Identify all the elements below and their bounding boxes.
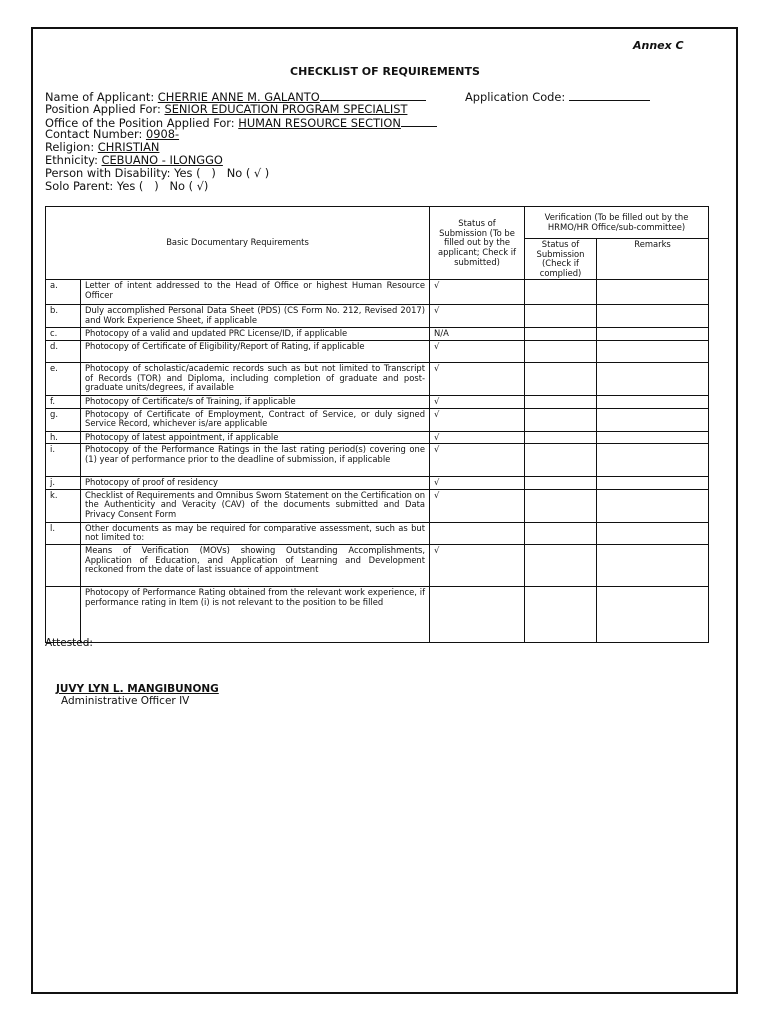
- row-verification-status: [525, 489, 597, 522]
- row-verification-status: [525, 362, 597, 395]
- signer-position: Administrative Officer IV: [61, 695, 190, 707]
- row-remarks: [597, 280, 709, 305]
- row-verification-status: [525, 586, 597, 642]
- row-letter: i.: [46, 444, 81, 477]
- row-requirement: Photocopy of a valid and updated PRC License/ID, if applicable: [81, 328, 430, 341]
- row-status: √: [430, 395, 525, 408]
- row-remarks: [597, 544, 709, 586]
- ethnicity-value: CEBUANO - ILONGGO: [101, 152, 223, 167]
- header-verification-status: Status of Submission (Check if complied): [525, 239, 597, 280]
- row-letter: [46, 544, 81, 586]
- table-row: [46, 489, 709, 522]
- table-row: [46, 328, 709, 341]
- name-underline: [320, 90, 426, 101]
- row-requirement: Photocopy of proof of residency: [81, 477, 430, 490]
- row-letter: d.: [46, 340, 81, 362]
- requirements-table: [45, 206, 709, 643]
- row-status: [430, 586, 525, 642]
- attested-label: Attested:: [45, 637, 93, 649]
- table-row: [46, 362, 709, 395]
- row-status: √: [430, 431, 525, 444]
- row-letter: [46, 586, 81, 642]
- position-label: Position Applied For:: [45, 101, 165, 116]
- table-row: [46, 522, 709, 544]
- row-verification-status: [525, 544, 597, 586]
- annex-label: Annex C: [633, 39, 684, 52]
- ethnicity-row: [45, 154, 437, 167]
- table-row: [46, 340, 709, 362]
- row-verification-status: [525, 408, 597, 431]
- table-row: [46, 586, 709, 642]
- row-requirement: Photocopy of Certificate of Eligibility/Report of Rating, if applicable: [81, 340, 430, 362]
- solo-parent-row: Solo Parent: Yes ( ) No ( √): [45, 178, 209, 193]
- row-status: [430, 522, 525, 544]
- row-status: √: [430, 444, 525, 477]
- row-status: √: [430, 544, 525, 586]
- row-requirement: Photocopy of Certificate of Employment, Contract of Service, or duly signed Service Record, whichever is/are applicable: [81, 408, 430, 431]
- row-remarks: [597, 408, 709, 431]
- row-letter: l.: [46, 522, 81, 544]
- row-remarks: [597, 305, 709, 328]
- row-letter: h.: [46, 431, 81, 444]
- row-status: N/A: [430, 328, 525, 341]
- table-row: [46, 280, 709, 305]
- row-requirement: Photocopy of scholastic/academic records such as but not limited to Transcript of Records (TOR) and Diploma, including completion of graduate and post-graduate units/degrees, if available: [81, 362, 430, 395]
- row-verification-status: [525, 522, 597, 544]
- table-row: [46, 305, 709, 328]
- row-verification-status: [525, 328, 597, 341]
- requirements-body: [46, 280, 709, 643]
- header-remarks: Remarks: [597, 239, 709, 280]
- religion-value: CHRISTIAN: [97, 140, 160, 155]
- page-title: CHECKLIST OF REQUIREMENTS: [290, 65, 480, 78]
- table-row: [46, 544, 709, 586]
- row-letter: c.: [46, 328, 81, 341]
- row-remarks: [597, 522, 709, 544]
- ethnicity-label: Ethnicity:: [45, 152, 102, 167]
- row-remarks: [597, 362, 709, 395]
- row-letter: b.: [46, 305, 81, 328]
- table-row: [46, 477, 709, 490]
- row-status: √: [430, 477, 525, 490]
- row-letter: a.: [46, 280, 81, 305]
- table-row: [46, 444, 709, 477]
- application-code-label: Application Code:: [465, 90, 569, 104]
- row-requirement: Other documents as may be required for comparative assessment, such as but not limited to:: [81, 522, 430, 544]
- application-code-blank: [569, 90, 650, 101]
- row-requirement: Photocopy of latest appointment, if applicable: [81, 431, 430, 444]
- row-remarks: [597, 489, 709, 522]
- row-status: √: [430, 489, 525, 522]
- table-row: [46, 408, 709, 431]
- row-verification-status: [525, 431, 597, 444]
- application-code: [465, 90, 650, 104]
- office-underline: [401, 116, 437, 127]
- row-requirement: Duly accomplished Personal Data Sheet (PDS) (CS Form No. 212, Revised 2017) and Work Experience Sheet, if applicable: [81, 305, 430, 328]
- row-letter: k.: [46, 489, 81, 522]
- applicant-info: [45, 90, 437, 192]
- religion-label: Religion:: [45, 140, 98, 155]
- row-letter: e.: [46, 362, 81, 395]
- row-remarks: [597, 444, 709, 477]
- header-status: Status of Submission (To be filled out by the applicant; Check if submitted): [430, 207, 525, 280]
- contact-value: 0908-: [145, 127, 180, 142]
- row-verification-status: [525, 305, 597, 328]
- row-status: √: [430, 408, 525, 431]
- row-remarks: [597, 586, 709, 642]
- applicant-name-label: Name of Applicant:: [45, 90, 158, 104]
- pwd-row: Person with Disability: Yes ( ) No ( √ ): [45, 165, 270, 180]
- row-requirement: Means of Verification (MOVs) showing Outstanding Accomplishments, Application of Education, and Application of Learning and Development reckoned from the date of last issuance of appointment: [81, 544, 430, 586]
- row-remarks: [597, 477, 709, 490]
- row-verification-status: [525, 444, 597, 477]
- position-value: SENIOR EDUCATION PROGRAM SPECIALIST: [164, 101, 408, 116]
- row-status: √: [430, 305, 525, 328]
- row-requirement: Checklist of Requirements and Omnibus Sworn Statement on the Certification on the Authenticity and Veracity (CAV) of the documents submitted and Data Privacy Consent Form: [81, 489, 430, 522]
- header-requirements: Basic Documentary Requirements: [46, 207, 430, 280]
- office-label: Office of the Position Applied For:: [45, 115, 239, 130]
- office-value: HUMAN RESOURCE SECTION: [238, 115, 401, 130]
- row-requirement: Letter of intent addressed to the Head of Office or highest Human Resource Officer: [81, 280, 430, 305]
- row-requirement: Photocopy of Certificate/s of Training, if applicable: [81, 395, 430, 408]
- signer-name: JUVY LYN L. MANGIBUNONG: [56, 683, 219, 695]
- row-verification-status: [525, 280, 597, 305]
- row-status: √: [430, 280, 525, 305]
- row-remarks: [597, 395, 709, 408]
- table-row: [46, 395, 709, 408]
- row-verification-status: [525, 477, 597, 490]
- row-requirement: Photocopy of the Performance Ratings in the last rating period(s) covering one (1) year of performance prior to the deadline of submission, if applicable: [81, 444, 430, 477]
- row-letter: g.: [46, 408, 81, 431]
- row-requirement: Photocopy of Performance Rating obtained from the relevant work experience, if performance rating in Item (i) is not relevant to the position to be filled: [81, 586, 430, 642]
- row-verification-status: [525, 340, 597, 362]
- row-letter: f.: [46, 395, 81, 408]
- row-verification-status: [525, 395, 597, 408]
- row-remarks: [597, 431, 709, 444]
- row-letter: j.: [46, 477, 81, 490]
- row-status: √: [430, 362, 525, 395]
- row-remarks: [597, 340, 709, 362]
- table-row: [46, 431, 709, 444]
- position-row: [45, 103, 437, 116]
- header-verification: Verification (To be filled out by the HRMO/HR Office/sub-committee): [525, 207, 709, 239]
- row-remarks: [597, 328, 709, 341]
- applicant-name-value: CHERRIE ANNE M. GALANTO: [157, 90, 320, 104]
- row-status: √: [430, 340, 525, 362]
- contact-label: Contact Number:: [45, 127, 146, 142]
